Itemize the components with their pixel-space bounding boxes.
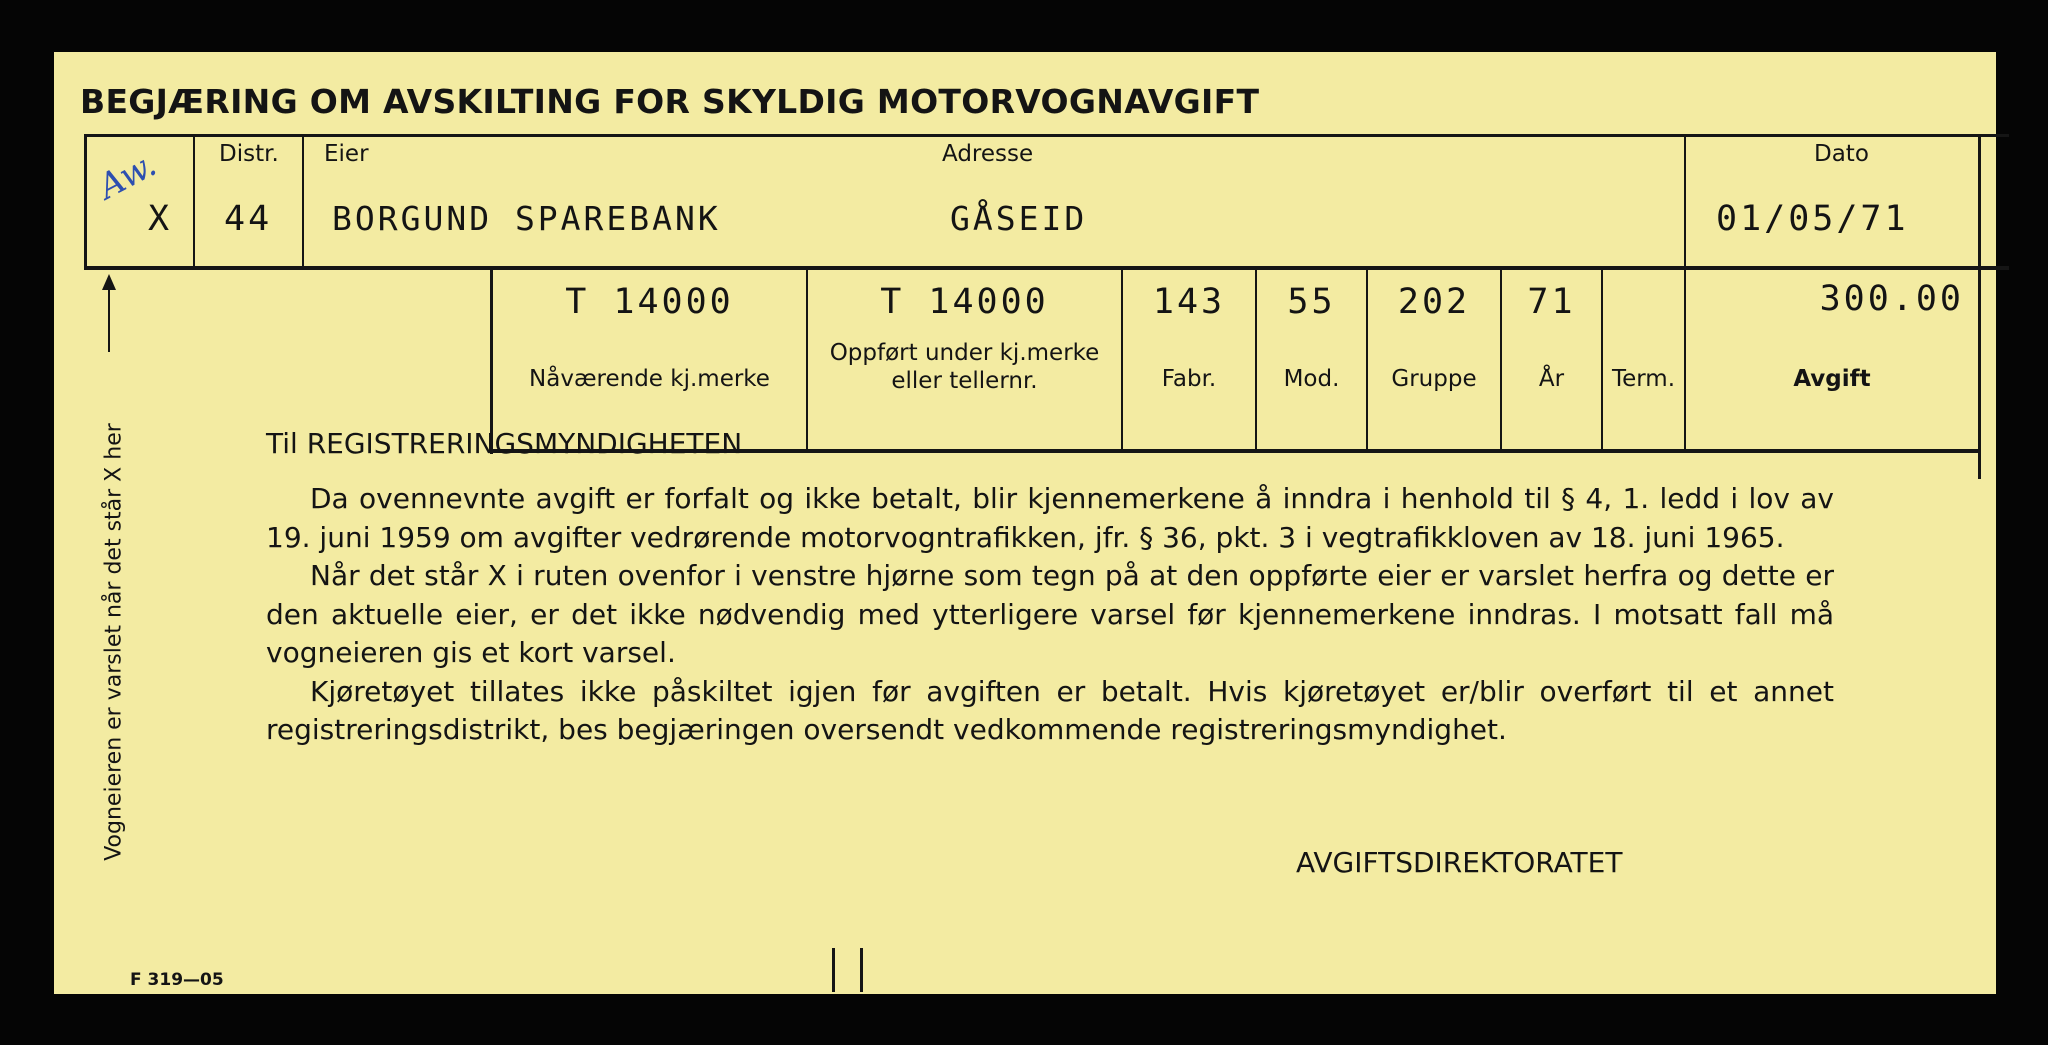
value-ar: 71 bbox=[1527, 282, 1576, 322]
notified-mark: X bbox=[148, 199, 173, 239]
label-oppfort-line1: Oppført under kj.merke bbox=[829, 340, 1100, 366]
arrow-stem bbox=[108, 288, 110, 352]
value-gruppe: 202 bbox=[1397, 282, 1471, 322]
label-avgift: Avgift bbox=[1793, 366, 1871, 392]
value-fabr: 143 bbox=[1152, 282, 1226, 322]
divider-mark-distr bbox=[193, 134, 195, 268]
value-oppfort: T 14000 bbox=[880, 282, 1049, 322]
label-ar: År bbox=[1538, 366, 1565, 392]
value-dato: 01/05/71 bbox=[1716, 199, 1909, 239]
form-number: F 319—05 bbox=[130, 970, 224, 990]
paragraph-1: Da ovennevnte avgift er forfalt og ikke betalt, blir kjennemerkene å inndra i henhold til § 4, 1. ledd i lov av 19. juni 1959 om avgifter vedrørende motorvogntrafikken, jfr. § 36, pkt. 3 i vegtrafikkloven av 18. juni 1965. bbox=[266, 482, 1834, 554]
top-box-border-bottom bbox=[84, 266, 2009, 270]
label-mod: Mod. bbox=[1283, 366, 1340, 392]
label-oppfort-line2: eller tellernr. bbox=[891, 368, 1038, 394]
label-dato: Dato bbox=[1814, 141, 1869, 167]
form-card bbox=[54, 52, 1996, 994]
label-gruppe: Gruppe bbox=[1391, 366, 1477, 392]
paragraph-3: Kjøretøyet tillates ikke påskiltet igjen før avgiften er betalt. Hvis kjøretøyet er/blir overført til et annet registreringsdistrikt, bes begjæringen oversendt vedkommende registreringsmyndighet. bbox=[266, 674, 1834, 746]
divider-6 bbox=[1601, 268, 1603, 451]
value-mod: 55 bbox=[1287, 282, 1336, 322]
label-distr: Distr. bbox=[219, 141, 279, 167]
body-text bbox=[266, 480, 1834, 750]
top-box-border-top bbox=[84, 134, 2009, 137]
top-box-border-left bbox=[84, 134, 87, 270]
body-heading: Til REGISTRERINGSMYNDIGHETEN bbox=[266, 427, 743, 460]
value-avgift: 300.00 bbox=[1819, 279, 1964, 319]
paragraph-2: Når det står X i ruten ovenfor i venstre hjørne som tegn på at den oppførte eier er varslet herfra og dette er den aktuelle eier, er det ikke nødvendig med ytterligere varsel før kjennemerkene inndras. I motsatt fall må vogneieren gis et kort varsel. bbox=[266, 559, 1834, 669]
value-distr: 44 bbox=[224, 199, 273, 239]
value-eier: BORGUND SPAREBANK bbox=[332, 199, 721, 238]
divider-adresse-dato bbox=[1684, 134, 1686, 268]
perforation-mark-right bbox=[860, 948, 863, 992]
handwritten-note: Aw. bbox=[92, 144, 163, 208]
box-border-right bbox=[1978, 134, 1981, 479]
label-navaerende: Nåværende kj.merke bbox=[529, 366, 770, 392]
perforation-mark-left bbox=[832, 948, 835, 992]
signature: AVGIFTSDIREKTORATET bbox=[1296, 846, 1623, 879]
form-title: BEGJÆRING OM AVSKILTING FOR SKYLDIG MOTORVOGNAVGIFT bbox=[80, 82, 1260, 121]
label-term: Term. bbox=[1611, 366, 1676, 392]
value-navaerende: T 14000 bbox=[565, 282, 734, 322]
divider-distr-eier bbox=[302, 134, 304, 268]
label-eier: Eier bbox=[324, 141, 369, 167]
side-note: Vogneieren er varslet når det står X her bbox=[101, 423, 127, 861]
label-adresse: Adresse bbox=[942, 141, 1034, 167]
label-fabr: Fabr. bbox=[1161, 366, 1217, 392]
value-adresse: GÅSEID bbox=[950, 199, 1088, 238]
